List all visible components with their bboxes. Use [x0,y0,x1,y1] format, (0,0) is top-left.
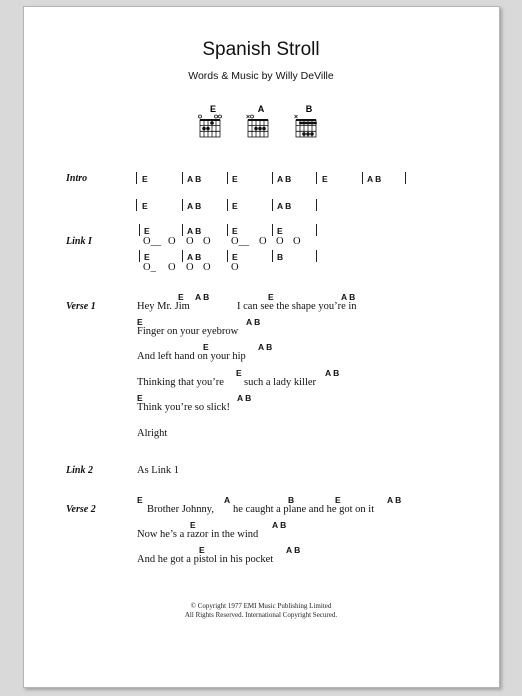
bar-line [227,172,228,184]
chord-diagram-e [196,112,230,140]
chord-b: B [288,495,295,505]
chord-a-b: A B [286,545,301,555]
lyric-line: such a lady killer [244,377,317,388]
copyright-line-2: All Rights Reserved. International Copyright Secured. [184,611,338,619]
chord-a-b: A B [187,226,202,236]
chord-e: E [268,292,274,302]
lyric-line: Think you’re so slick! [137,402,231,413]
bar-line [272,199,273,211]
note: O [168,262,176,273]
bar-line [405,172,406,184]
chord-a-b: A B [367,174,382,184]
chord-e: E [232,252,238,262]
chord-e: E [322,174,328,184]
bar-line [227,199,228,211]
chord-diagram-b [292,112,326,140]
note-tie: O__ [231,236,250,247]
bar-line [316,224,317,236]
lyric-line: Brother Johnny, [147,504,214,515]
note-tie: O__ [143,236,162,247]
chord-e: E [203,342,209,352]
chord-e: E [142,201,148,211]
lyric-line: Finger on your eyebrow [137,326,239,337]
bar-line [316,250,317,262]
bar-line [272,250,273,262]
bar-line [182,224,183,236]
chord-e: E [232,226,238,236]
chord-a-b: A B [195,292,210,302]
bar-line [182,250,183,262]
section-verse-1: Verse 1 [66,301,96,312]
chord-diagram-name-e: E [209,104,216,114]
chord-e: E [232,201,238,211]
chord-diagram-a [244,112,278,140]
chord-e: E [137,317,143,327]
chord-e: E [335,495,341,505]
bar-line [182,199,183,211]
chord-a-b: A B [237,393,252,403]
link-2-instruction: As Link 1 [137,465,179,476]
lyric-line: And left hand on your hip [137,351,246,362]
note: O [186,262,194,273]
bar-line [139,224,140,236]
note: O [168,236,176,247]
lyric-line: And he got a pistol in his pocket [137,554,274,565]
bar-line [227,250,228,262]
note: O [203,236,211,247]
chord-a-b: A B [341,292,356,302]
lyric-line: he caught a plane and he got on it [233,504,375,515]
lyric-line: Hey Mr. Jim [137,301,190,312]
note: O [203,262,211,273]
section-verse-2: Verse 2 [66,504,96,515]
chord-a-b: A B [277,201,292,211]
bar-line [139,250,140,262]
section-intro: Intro [66,173,88,184]
chord-b: B [277,252,284,262]
chord-a-b: A B [272,520,287,530]
note: O [186,236,194,247]
chord-e: E [277,226,283,236]
bar-line [136,199,137,211]
chord-a-b: A B [277,174,292,184]
note: O [259,236,267,247]
chord-a-b: A B [187,201,202,211]
chord-e: E [142,174,148,184]
bar-line [272,224,273,236]
lyric-line: Now he’s a razor in the wind [137,529,259,540]
chord-a-b: A B [387,495,402,505]
chord-e: E [144,226,150,236]
bar-line [362,172,363,184]
chord-e: E [190,520,196,530]
lyric-line: Alright [137,428,168,439]
lyric-line: Thinking that you’re [137,377,224,388]
chord-a-b: A B [187,252,202,262]
bar-line [316,172,317,184]
chord-e: E [232,174,238,184]
section-link-1: Link I [66,236,92,247]
chord-e: E [178,292,184,302]
copyright-line-1: © Copyright 1977 EMI Music Publishing Limited [190,602,332,610]
chord-diagram-name-a: A [257,104,265,114]
bar-line [136,172,137,184]
chord-a-b: A B [325,368,340,378]
chord-a-b: A B [187,174,202,184]
chord-diagram-name-b: B [305,104,313,114]
note-tie: O_ [143,262,156,273]
note: O [231,262,239,273]
song-credit: Words & Music by Willy DeVille [188,70,334,82]
song-title: Spanish Stroll [202,39,320,60]
chord-e: E [199,545,205,555]
bar-line [272,172,273,184]
bar-line [182,172,183,184]
chord-a-b: A B [258,342,273,352]
chord-e: E [236,368,242,378]
chord-a: A [224,495,231,505]
chord-e: E [137,393,143,403]
chord-a-b: A B [246,317,261,327]
lyric-line: I can see the shape you’re in [237,301,357,312]
note: O [293,236,301,247]
chord-e: E [137,495,143,505]
bar-line [227,224,228,236]
bar-line [316,199,317,211]
section-link-2: Link 2 [66,465,93,476]
note: O [276,236,284,247]
chord-e: E [144,252,150,262]
